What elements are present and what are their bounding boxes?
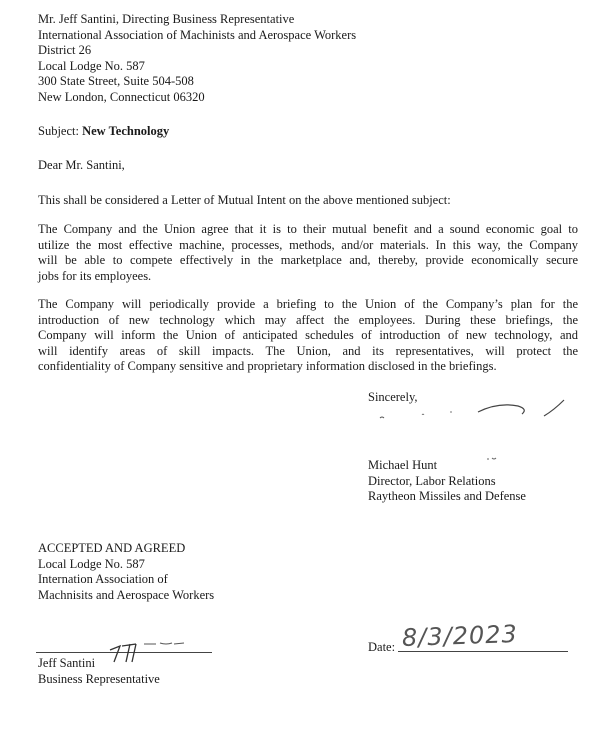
acceptance-block bbox=[38, 541, 214, 603]
intro-text: This shall be considered a Letter of Mutual Intent on the above mentioned subject: bbox=[38, 193, 451, 207]
recipient-address bbox=[38, 12, 356, 105]
paragraph-line: confidentiality of Company sensitive and proprietary information disclosed in the briefings. bbox=[38, 359, 497, 373]
date-value: 8/3/2023 bbox=[401, 619, 519, 652]
recipient-line: New London, Connecticut 06320 bbox=[38, 89, 205, 104]
paragraph-line: Company will inform the Union of anticipated schedules of introduction of new technology, and bbox=[38, 328, 578, 342]
acceptance-line: Local Lodge No. 587 bbox=[38, 556, 145, 571]
recipient-line: 300 State Street, Suite 504-508 bbox=[38, 74, 194, 88]
paragraph-line: The Company will periodically provide a briefing to the Union of the Company’s plan for the bbox=[38, 297, 578, 311]
date-label: Date: bbox=[368, 640, 396, 654]
paragraph-line: introduction of new technology which may affect the employees. During these briefings, the bbox=[38, 312, 578, 327]
subject-line bbox=[38, 123, 169, 140]
paragraph-line: utilize the most effective machine, processes, methods, and/or materials. In this way, the Company bbox=[38, 237, 578, 252]
paragraph-line: will be able to compete effectively in the marketplace and, thereby, provide economically secure bbox=[38, 253, 578, 267]
paragraph-line: The Company and the Union agree that it is to their mutual benefit and a sound economic goal to bbox=[38, 222, 578, 236]
company-signer bbox=[368, 458, 526, 505]
subject-value: New Technology bbox=[82, 124, 170, 138]
paragraph-line: jobs for its employees. bbox=[38, 268, 152, 283]
signer-name: Michael Hunt bbox=[368, 458, 438, 472]
paragraph-line: will identify areas of skill impacts. The Union, and its representatives, will protect the bbox=[38, 343, 578, 358]
paragraph-mutual-benefit bbox=[38, 222, 578, 284]
closing: Sincerely, bbox=[368, 390, 418, 404]
recipient-line: Local Lodge No. 587 bbox=[38, 58, 145, 73]
paragraph-briefings bbox=[38, 297, 578, 375]
salutation: Dear Mr. Santini, bbox=[38, 158, 125, 172]
acceptance-heading: ACCEPTED AND AGREED bbox=[38, 541, 186, 555]
company-signature bbox=[370, 396, 580, 436]
recipient-line: International Association of Machinists and Aerospace Workers bbox=[38, 27, 357, 42]
recipient-line: District 26 bbox=[38, 43, 92, 57]
acceptance-line: Machnisits and Aerospace Workers bbox=[38, 587, 215, 602]
union-signer bbox=[38, 656, 160, 687]
signer-organization: Raytheon Missiles and Defense bbox=[368, 489, 526, 503]
signer-title: Director, Labor Relations bbox=[368, 473, 496, 488]
signer-name: Jeff Santini bbox=[38, 656, 96, 670]
recipient-line: Mr. Jeff Santini, Directing Business Representative bbox=[38, 12, 295, 26]
handwritten-mark bbox=[486, 455, 500, 463]
acceptance-line: Internation Association of bbox=[38, 572, 168, 586]
subject-label: Subject: bbox=[38, 124, 79, 138]
signer-title: Business Representative bbox=[38, 671, 160, 686]
